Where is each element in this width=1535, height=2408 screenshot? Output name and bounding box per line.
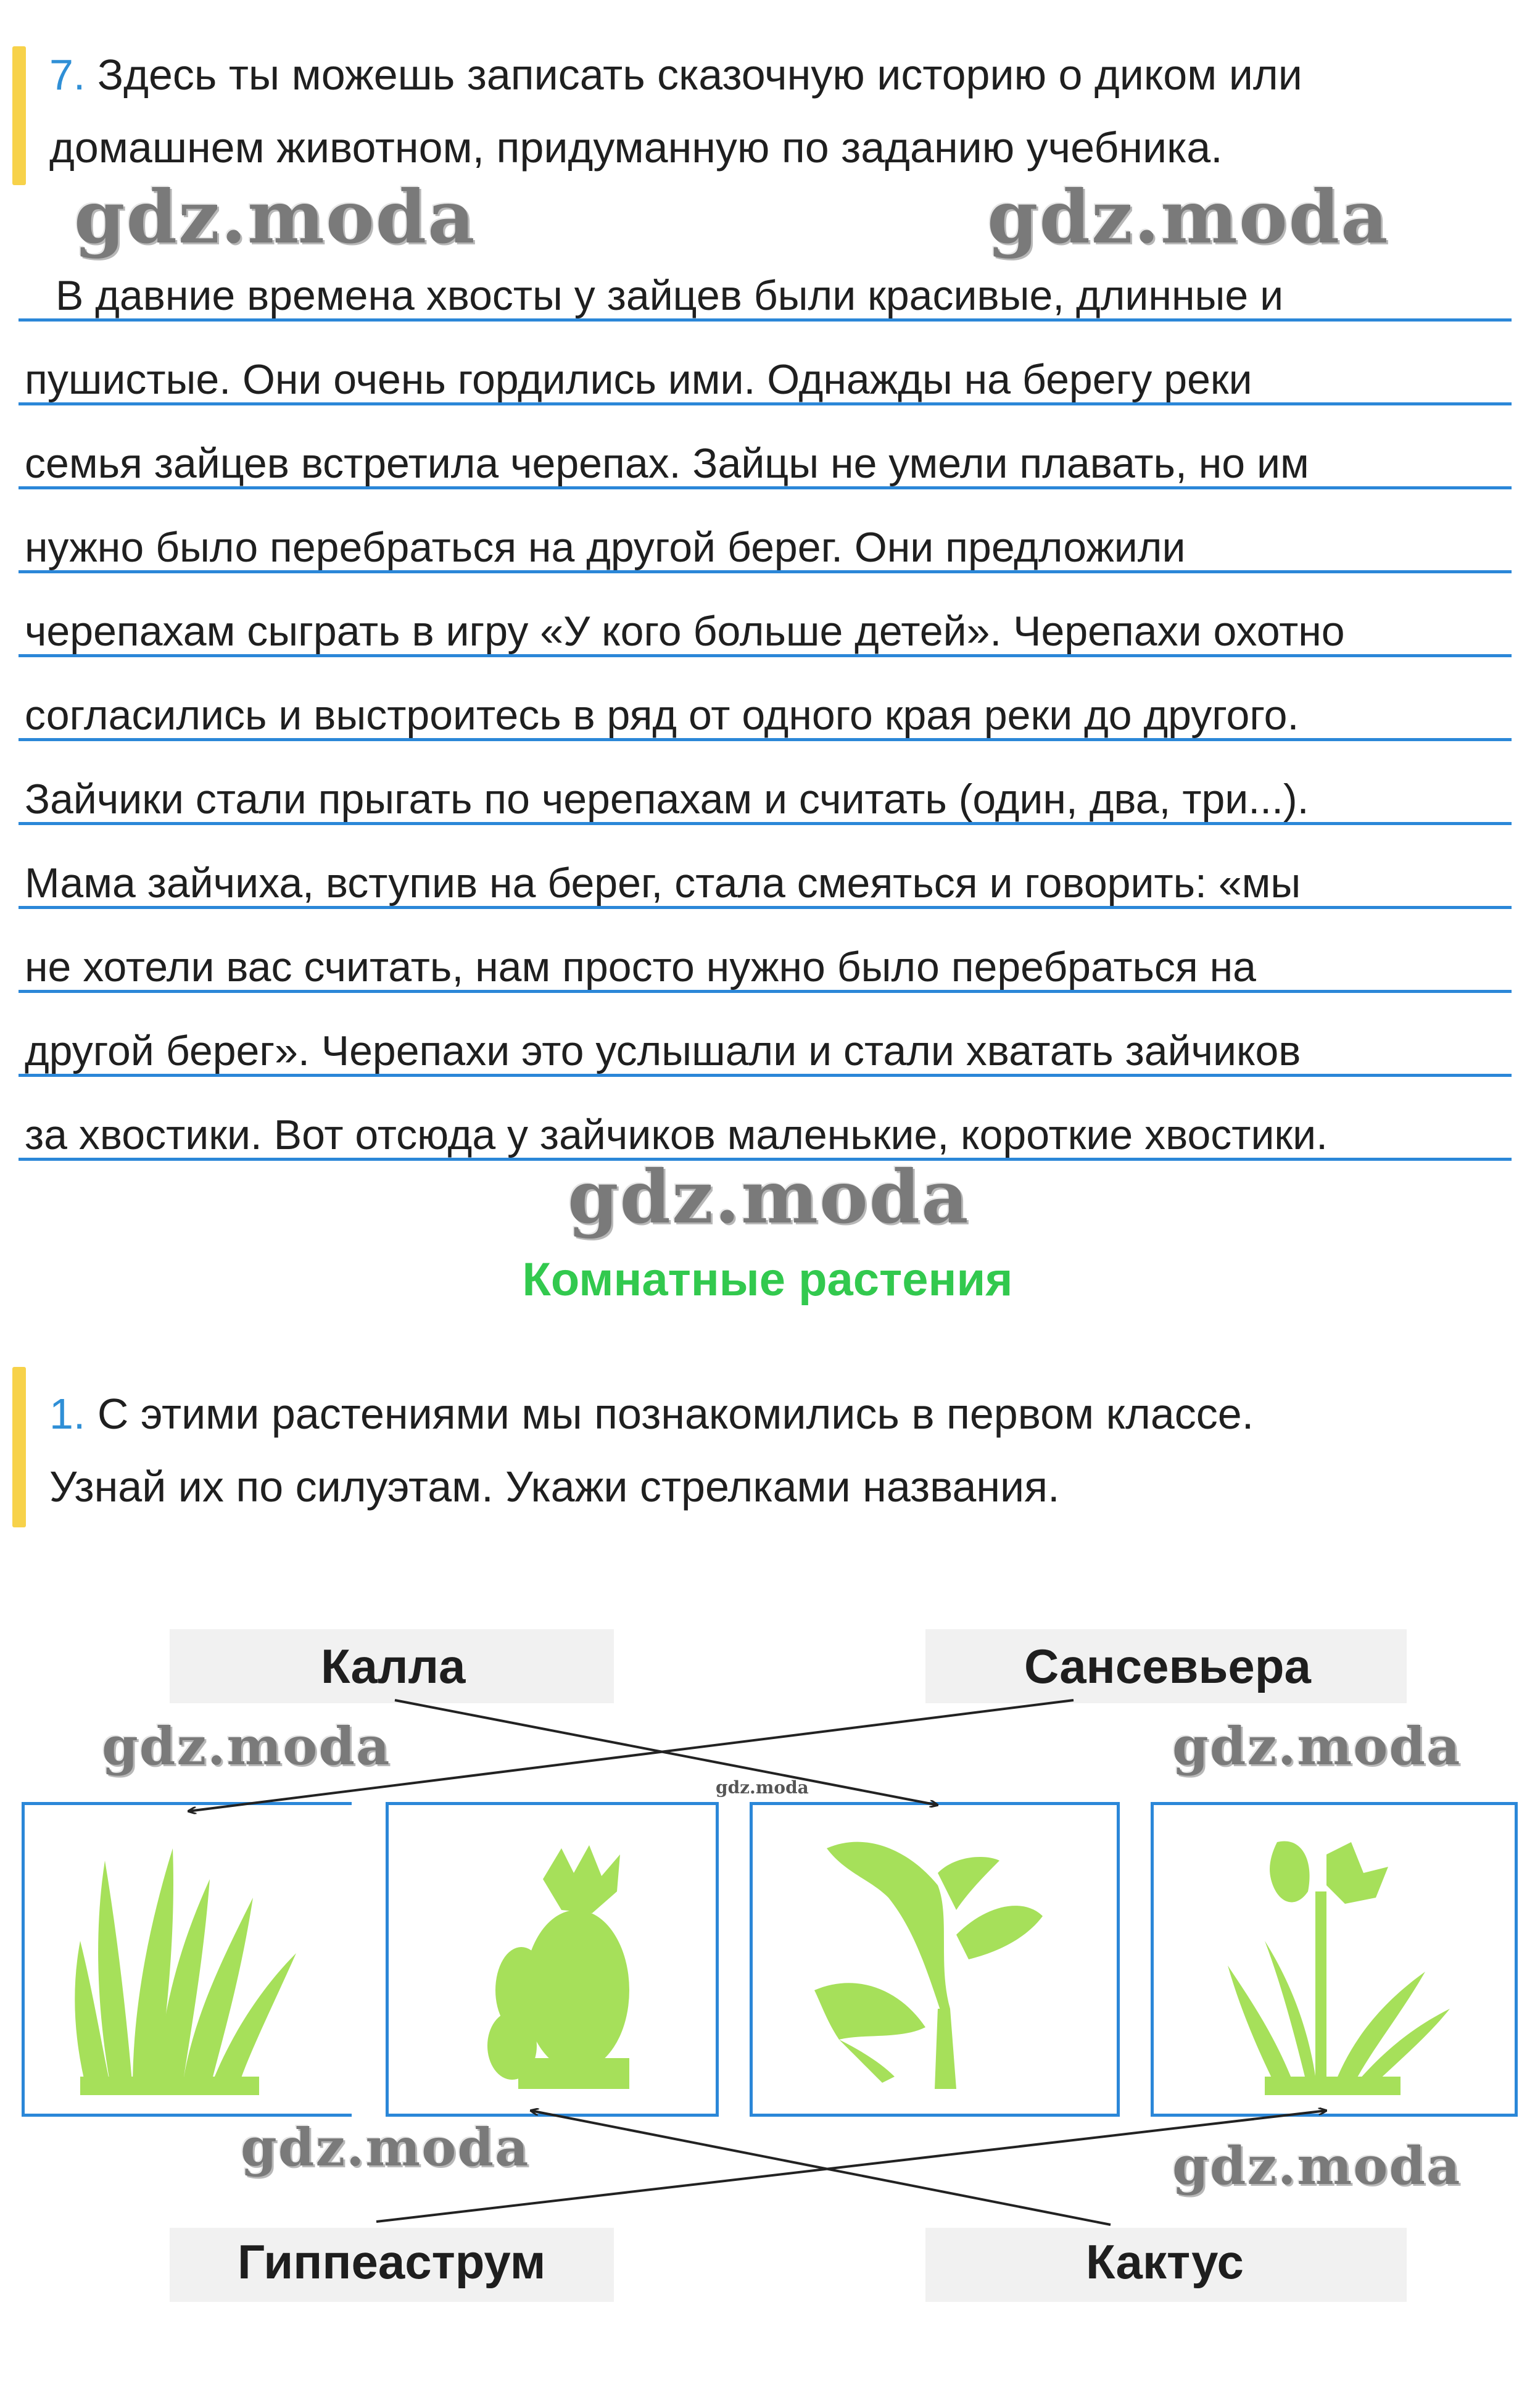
task-1-prompt-line2: Узнай их по силуэтам. Укажи стрелками названия. <box>49 1463 1060 1511</box>
task-1-number: 1. <box>49 1390 86 1438</box>
story-line: пушистые. Они очень гордились ими. Однажды на берегу реки <box>19 318 1512 405</box>
task-7-prompt-line1: Здесь ты можешь записать сказочную историю о диком или <box>97 51 1302 99</box>
label-sansevieria: Сансевьера <box>1024 1639 1311 1693</box>
label-cactus: Кактус <box>1086 2235 1244 2289</box>
watermark: gdz.moda <box>568 1154 970 1240</box>
task-1-prompt <box>49 1377 1487 1523</box>
watermark: gdz.moda <box>987 174 1389 260</box>
label-calla: Калла <box>321 1639 466 1693</box>
hippeastrum-silhouette-icon <box>1154 1805 1515 2114</box>
arrow-cactus <box>531 2111 1111 2225</box>
watermark: gdz.moda <box>1172 1716 1462 1777</box>
watermark: gdz.moda <box>1172 2135 1462 2196</box>
label-hippeastrum: Гиппеаструм <box>238 2235 546 2289</box>
watermark: gdz.moda <box>102 1716 391 1777</box>
story-line: В давние времена хвосты у зайцев были красивые, длинные и <box>19 235 1512 322</box>
story-line: черепахам сыграть в игру «У кого больше детей». Черепахи охотно <box>19 570 1512 657</box>
watermark: gdz.moda <box>241 2117 530 2178</box>
task-7-marker <box>12 46 26 185</box>
task-7-prompt-line2: домашнем животном, придуманную по заданию учебника. <box>49 123 1223 172</box>
plant-box-hippeastrum <box>1151 1802 1518 2117</box>
section-title: Комнатные растения <box>522 1253 1013 1306</box>
sansevieria-silhouette-icon <box>25 1805 352 2114</box>
story-line: не хотели вас считать, нам просто нужно было перебраться на <box>19 906 1512 993</box>
story-line: Зайчики стали прыгать по черепахам и считать (один, два, три...). <box>19 738 1512 825</box>
task-7-prompt <box>49 38 1487 184</box>
story-line: за хвостики. Вот отсюда у зайчиков маленькие, короткие хвостики. <box>19 1074 1512 1161</box>
story-line: Мама зайчиха, вступив на берег, стала смеяться и говорить: «мы <box>19 822 1512 909</box>
task-1-prompt-line1: С этими растениями мы познакомились в первом классе. <box>97 1390 1254 1438</box>
plant-box-sansevieria <box>22 1802 352 2117</box>
story-line: семья зайцев встретила черепах. Зайцы не умели плавать, но им <box>19 402 1512 489</box>
watermark: gdz.moda <box>74 174 476 260</box>
watermark: gdz.moda <box>716 1777 809 1798</box>
story-line: нужно было перебраться на другой берег. Они предложили <box>19 486 1512 573</box>
plant-box-cactus <box>386 1802 719 2117</box>
plant-box-calla <box>750 1802 1120 2117</box>
story-line: другой берег». Черепахи это услышали и стали хватать зайчиков <box>19 990 1512 1077</box>
calla-silhouette-icon <box>753 1805 1117 2114</box>
cactus-silhouette-icon <box>389 1805 716 2114</box>
task-1-marker <box>12 1367 26 1527</box>
task-7-number: 7. <box>49 51 86 99</box>
arrow-calla <box>395 1700 938 1805</box>
story-line: согласились и выстроитесь в ряд от одного края реки до другого. <box>19 654 1512 741</box>
